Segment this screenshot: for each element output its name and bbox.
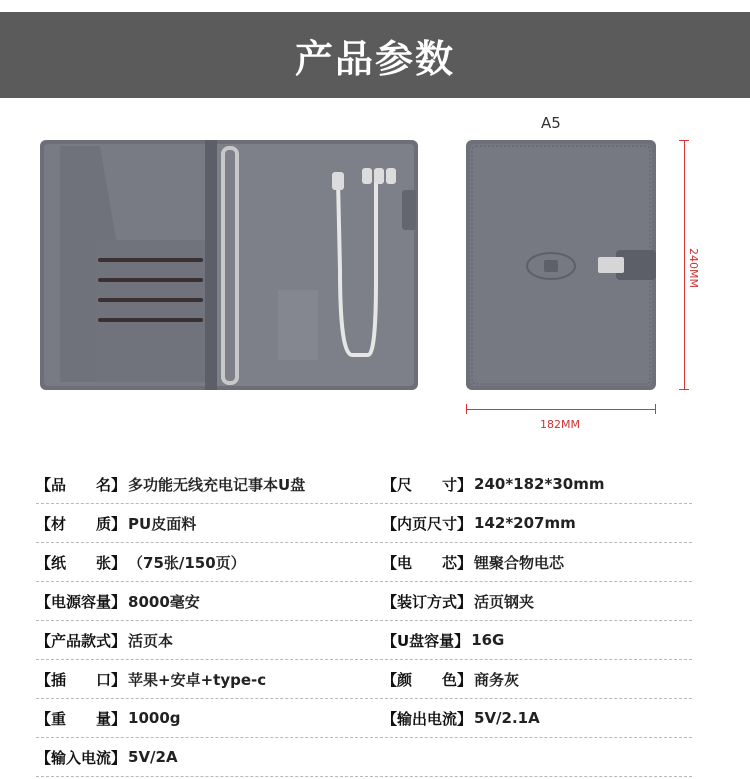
spec-label: 【材 质】: [36, 514, 127, 533]
spec-value: PU皮面料: [128, 514, 197, 533]
spec-label: 【插 口】: [36, 670, 127, 689]
spec-value: 苹果+安卓+type-c: [128, 670, 267, 689]
spec-cell: [364, 699, 692, 737]
open-notebook-image: [40, 140, 418, 390]
spec-label: 【产品款式】: [36, 631, 127, 650]
spec-value: 240*182*30mm: [474, 475, 605, 493]
spec-cell: [36, 699, 364, 737]
page-title: 产品参数: [0, 12, 750, 98]
spec-row: [36, 465, 692, 504]
width-dimension-line: [466, 409, 656, 410]
spec-value: 142*207mm: [474, 514, 576, 532]
spec-cell: [364, 465, 692, 503]
closed-notebook-image: [466, 140, 656, 390]
spec-value: 商务灰: [474, 670, 520, 689]
spec-value: （75张/150页）: [128, 553, 246, 572]
spec-row: [36, 621, 692, 660]
spec-cell: [36, 621, 364, 659]
height-dimension-line: [684, 140, 685, 390]
spec-cell-empty: [364, 738, 692, 776]
spec-label: 【电 芯】: [382, 553, 473, 572]
size-label: A5: [541, 114, 561, 132]
spec-cell: [36, 465, 364, 503]
spec-cell: [364, 543, 692, 581]
spec-cell: [364, 660, 692, 698]
spec-row: [36, 504, 692, 543]
spec-label: 【纸 张】: [36, 553, 127, 572]
spec-label: 【内页尺寸】: [382, 514, 473, 533]
spec-value: 16G: [471, 631, 505, 649]
spec-row: [36, 543, 692, 582]
spec-row: [36, 582, 692, 621]
spec-row: [36, 699, 692, 738]
spec-label: 【输出电流】: [382, 709, 473, 728]
height-cap-top: [679, 140, 689, 141]
spec-cell: [36, 660, 364, 698]
spec-label: 【U盘容量】: [382, 631, 470, 650]
spec-cell: [36, 738, 364, 776]
spec-label: 【重 量】: [36, 709, 127, 728]
spec-value: 活页本: [128, 631, 174, 650]
spec-label: 【尺 寸】: [382, 475, 473, 494]
height-cap-bottom: [679, 389, 689, 390]
spec-row: [36, 738, 692, 777]
spec-cell: [36, 582, 364, 620]
spec-value: 活页钢夹: [474, 592, 535, 611]
height-label: 240MM: [687, 248, 700, 288]
spec-value: 5V/2.1A: [474, 709, 540, 727]
spec-label: 【电源容量】: [36, 592, 127, 611]
spec-table: [36, 465, 692, 777]
spec-value: 多功能无线充电记事本U盘: [128, 475, 306, 494]
spec-cell: [364, 582, 692, 620]
spec-value: 1000g: [128, 709, 181, 727]
spec-value: 5V/2A: [128, 748, 178, 766]
width-cap-right: [655, 404, 656, 414]
spec-label: 【装订方式】: [382, 592, 473, 611]
spec-label: 【输入电流】: [36, 748, 127, 767]
width-cap-left: [466, 404, 467, 414]
spec-value: 8000毫安: [128, 592, 200, 611]
spec-cell: [36, 504, 364, 542]
spec-cell: [36, 543, 364, 581]
width-label: 182MM: [540, 418, 580, 431]
spec-label: 【品 名】: [36, 475, 127, 494]
spec-cell: [364, 621, 692, 659]
spec-value: 锂聚合物电芯: [474, 553, 565, 572]
spec-row: [36, 660, 692, 699]
spec-cell: [364, 504, 692, 542]
spec-label: 【颜 色】: [382, 670, 473, 689]
